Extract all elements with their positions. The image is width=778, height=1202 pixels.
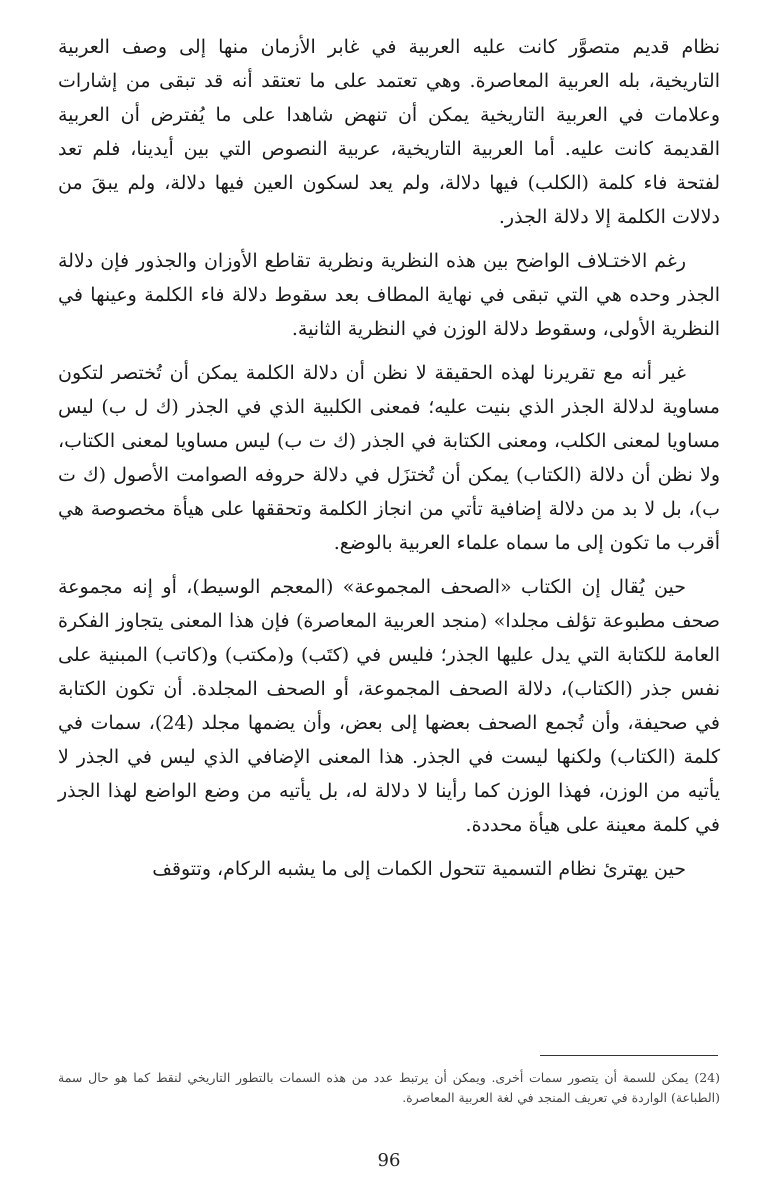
paragraph-3: غير أنه مع تقريرنا لهذه الحقيقة لا نظن أن دلالة الكلمة يمكن أن تُختصر لتكون مساوية لدلالة الجذر الذي بنيت عليه؛ فمعنى الكلبية الذي في الجذر (ك ل ب) ليس مساويا لمعنى الكلب، ومعنى الكتابة في الجذر (ك ت ب) ليس مساويا لمعنى الكتاب، ولا نظن أن دلالة (الكتاب) يمكن أن تُختزَل في دلالة حروفه الصوامت الأصول (ك ت ب)، بل لا بد من دلالة إضافية تأتي من انجاز الكلمة وتحققها على هيأة مخصوصة هي أقرب ما تكون إلى ما سماه علماء العربية بالوضع.	[58, 362, 720, 554]
footnote-divider	[540, 1055, 718, 1056]
paragraph-5: حين يهترئ نظام التسمية تتحول الكمات إلى ما يشبه الركام، وتتوقف	[152, 858, 686, 880]
page-number: 96	[377, 1150, 401, 1171]
paragraph-1: نظام قديم متصوَّر كانت عليه العربية في غابر الأزمان منها إلى وصف العربية التاريخية، بله العربية المعاصرة. وهي تعتمد على ما تعتقد أنه قد تبقى من إشارات وعلامات في العربية التاريخية يمكن أن تنهض شاهدا على ما يُفترض أن العربية القديمة كانت عليه. أما العربية التاريخية، عربية النصوص التي بين أيدينا، فلم تعد لفتحة فاء كلمة (الكلب) فيها دلالة، ولم يعد لسكون العين فيها دلالة، ولم يبقَ من دلالات الكلمة إلا دلالة الجذر.	[58, 36, 720, 228]
footnote: (24) يمكن للسمة أن يتصور سمات أخرى. ويمكن أن يرتبط عدد من هذه السمات بالتطور التاريخي لنقط كما هو حال سمة (الطباعة) الواردة في تعريف المنجد في لغة العربية المعاصرة.	[58, 1070, 720, 1105]
paragraph-4: حين يُقال إن الكتاب «الصحف المجموعة» (المعجم الوسيط)، أو إنه مجموعة صحف مطبوعة تؤلف مجلدا» (منجد العربية المعاصرة) فإن هذا المعنى يتجاوز الفكرة العامة للكتابة التي يدل عليها الجذر؛ فليس في (كتَب) و(مكتب) و(كاتب) المبنية على نفس جذر (الكتاب)، دلالة الصحف المجموعة، أو الصحف المجلدة. أن تكون الكتابة في صحيفة، وأن تُجمع الصحف بعضها إلى بعض، وأن يضمها مجلد (24)، سمات في كلمة (الكتاب) ولكنها ليست في الجذر. هذا المعنى الإضافي الذي ليس في الجذر لا يأتيه من الوزن، فهذا الوزن كما رأينا لا دلالة له، بل يأتيه من وضع الواضع لهذا الجذر في كلمة معينة على هيأة محددة.	[58, 576, 721, 836]
paragraph-2: رغم الاختـلاف الواضح بين هذه النظرية ونظرية تقاطع الأوزان والجذور فإن دلالة الجذر وحده هي التي تبقى في نهاية المطاف بعد سقوط دلالة فاء الكلمة وعينها في النظرية الأولى، وسقوط دلالة الوزن في النظرية الثانية.	[58, 250, 720, 340]
main-text	[58, 30, 720, 896]
